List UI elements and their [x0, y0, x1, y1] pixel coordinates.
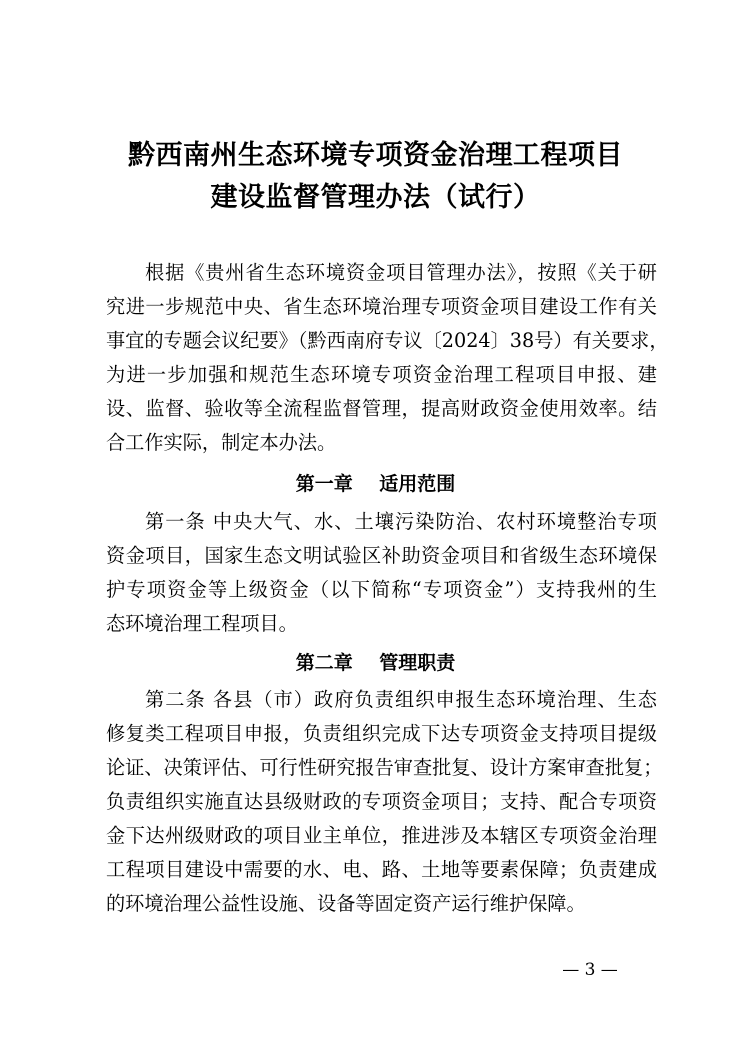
chapter-1-heading: 第一章 适用范围: [295, 473, 456, 495]
article-2-line: 工程项目建设中需要的水、电、路、土地等要素保障；负责建成: [106, 858, 657, 881]
article-1-line: 态环境治理工程项目。: [106, 612, 298, 635]
article-2-line: 论证、决策评估、可行性研究报告审查批复、设计方案审查批复；: [106, 756, 663, 779]
article-2-line: 第二条 各县（市）政府负责组织申报生态环境治理、生态: [145, 688, 657, 711]
preamble-line: 究进一步规范中央、省生态环境治理专项资金项目建设工作有关: [106, 295, 657, 318]
article-1-line: 第一条 中央大气、水、土壤污染防治、农村环境整治专项: [145, 510, 657, 533]
article-2-line: 的环境治理公益性设施、设备等固定资产运行维护保障。: [106, 892, 586, 915]
preamble-line: 为进一步加强和规范生态环境专项资金治理工程项目申报、建: [106, 363, 657, 386]
article-1-line: 资金项目，国家生态文明试验区补助资金项目和省级生态环境保: [106, 544, 657, 567]
article-2-line: 金下达州级财政的项目业主单位，推进涉及本辖区专项资金治理: [106, 824, 657, 847]
document-title-line-1: 黔西南州生态环境专项资金治理工程项目: [128, 140, 623, 171]
preamble-line: 根据《贵州省生态环境资金项目管理办法》，按照《关于研: [145, 261, 657, 284]
preamble-line: 设、监督、验收等全流程监督管理，提高财政资金使用效率。结: [106, 397, 657, 420]
document-title-line-2: 建设监督管理办法（试行）: [210, 182, 541, 213]
page-number: — 3 —: [562, 960, 618, 980]
preamble-line: 合工作实际，制定本办法。: [106, 431, 337, 454]
article-2-line: 修复类工程项目申报，负责组织完成下达专项资金支持项目提级: [106, 722, 657, 745]
article-1-line: 护专项资金等上级资金（以下简称“专项资金”）支持我州的生: [106, 578, 657, 601]
article-2-line: 负责组织实施直达县级财政的专项资金项目；支持、配合专项资: [106, 790, 657, 813]
preamble-line: 事宜的专题会议纪要》（黔西南府专议〔2024〕38号）有关要求，: [106, 329, 669, 352]
chapter-2-heading: 第二章 管理职责: [295, 652, 456, 674]
